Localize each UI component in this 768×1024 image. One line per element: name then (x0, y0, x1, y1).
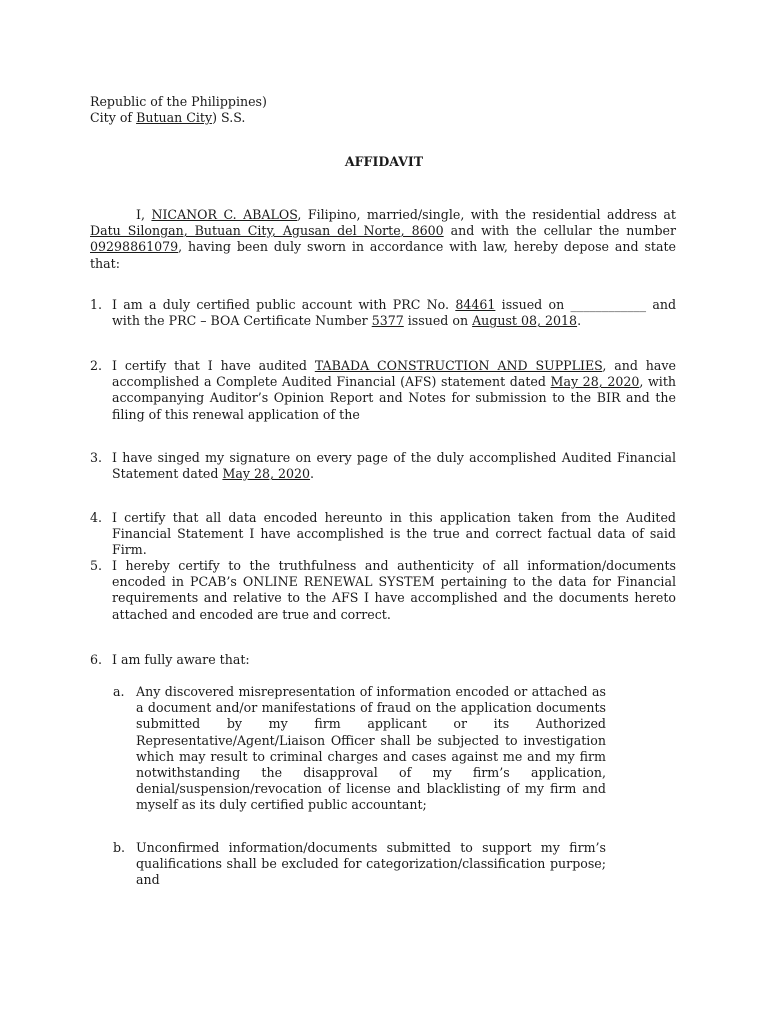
item-1-text-4: . (577, 313, 582, 329)
document-title: AFFIDAVIT (344, 154, 424, 169)
venue-city: Butuan City (136, 110, 213, 126)
residential-address: Datu Silongan, Butuan City, Agusan del Norte, 8600 (90, 223, 444, 239)
item-3-number: 3. (90, 450, 103, 465)
item-6-number: 6. (90, 652, 103, 667)
item-2-number: 2. (90, 358, 103, 373)
afs-statement-date: May 28, 2020 (222, 466, 311, 482)
item-3-text (112, 450, 676, 482)
intro-text-4: , having been duly sworn in accordance with law, hereby depose and state that: (90, 239, 676, 271)
afs-date: May 28, 2020 (550, 374, 640, 390)
intro-text-2: , Filipino, married/single, with the residential address at (297, 207, 676, 222)
intro-text-1: I, (136, 207, 152, 222)
item-6a-letter: a. (113, 684, 125, 699)
item-2-text-2: , and have accomplished a Complete Audited Financial (AFS) statement dated (112, 358, 676, 390)
prc-number: 84461 (455, 297, 496, 312)
venue-country: Republic of the Philippines) (90, 94, 267, 109)
venue-city-prefix: City of (90, 110, 137, 126)
audited-firm-name: TABADA CONSTRUCTION AND SUPPLIES (314, 358, 603, 373)
affiant-name: NICANOR C. ABALOS (151, 207, 298, 222)
item-2-text-3: , with accompanying Auditor’s Opinion Report and Notes for submission to the BIR and the filing of this renewal application of the (112, 374, 676, 422)
item-4-number: 4. (90, 510, 103, 525)
boa-issue-date: August 08, 2018 (472, 313, 578, 329)
item-6-text: I am fully aware that: (112, 652, 250, 667)
item-1-text-3: issued on (403, 313, 473, 329)
venue-city-suffix: ) S.S. (212, 110, 246, 126)
item-6b-text: Unconfirmed information/documents submitted to support my firm’s qualifications shall be excluded for categorization/classification purpose; and (136, 840, 606, 888)
item-3-text-1: I have singed my signature on every page of the duly accomplished Audited Financial Statement dated (112, 450, 676, 482)
item-4-text: I certify that all data encoded hereunto in this application taken from the Audited Financial Statement I have accomplished is the true and correct factual data of said Firm. (112, 510, 676, 558)
item-3-text-2: . (310, 466, 315, 482)
item-1-number: 1. (90, 297, 103, 312)
item-1-text (112, 297, 676, 329)
venue-block (90, 94, 267, 126)
boa-certificate-number: 5377 (371, 313, 404, 329)
item-6a-text: Any discovered misrepresentation of information encoded or attached as a document and/or manifestations of fraud on the application documents submitted by my firm applicant or its Authorized Representative/Agent/Liaison Officer shall be subjected to investigation which may result to criminal charges and cases against me and my firm notwithstanding the disapproval of my firm’s application, denial/suspension/revocation of license and blacklisting of my firm and myself as its duly certified public accountant; (136, 684, 606, 813)
item-2-text-1: I certify that I have audited (112, 358, 315, 373)
item-1-text-1: I am a duly certified public account with PRC No. (112, 297, 456, 312)
venue-city-line (90, 110, 267, 126)
item-1-text-2: issued on ____________ and with the PRC – BOA Certificate Number (112, 297, 677, 329)
intro-text-3: and with the cellular the number (443, 223, 676, 239)
item-6b-letter: b. (113, 840, 126, 855)
cellular-number: 09298861079 (90, 239, 179, 255)
item-5-text: I hereby certify to the truthfulness and authenticity of all information/documents encoded in PCAB’s ONLINE RENEWAL SYSTEM pertaining to the data for Financial requirements and relative to the AFS I have accomplished and the documents hereto attached and encoded are true and correct. (112, 558, 676, 622)
intro-paragraph (90, 207, 676, 272)
item-2-text (112, 358, 676, 423)
item-5-number: 5. (90, 558, 103, 573)
